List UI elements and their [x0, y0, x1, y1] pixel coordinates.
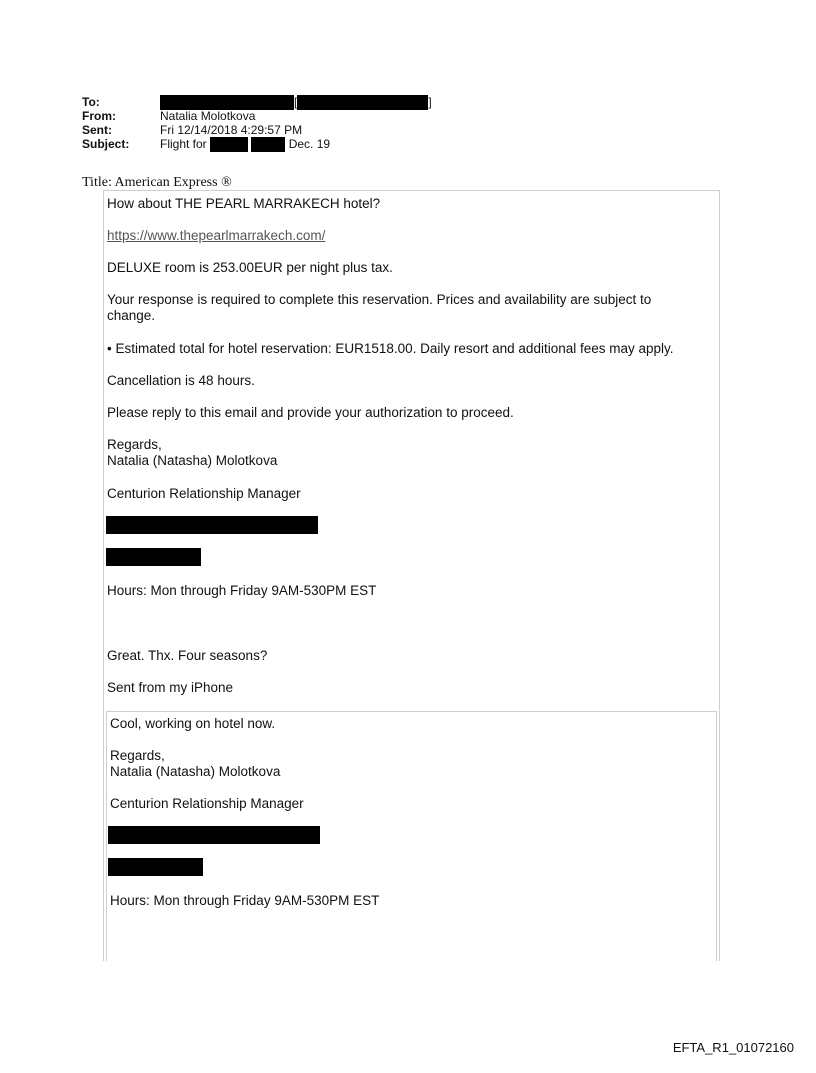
redaction-box: [108, 826, 320, 844]
hours-line: Hours: Mon through Friday 9AM-530PM EST: [107, 583, 377, 598]
quoted-line: Cool, working on hotel now.: [110, 716, 276, 731]
message-line: change.: [107, 308, 156, 323]
reply-line: Great. Thx. Four seasons?: [107, 648, 268, 663]
redaction-box: [106, 516, 318, 534]
subject-prefix: Flight for: [160, 137, 207, 151]
regards-line: Regards,: [107, 437, 162, 452]
redaction-box: [251, 137, 285, 152]
from-label: From:: [82, 109, 116, 123]
reply-signature: Sent from my iPhone: [107, 680, 234, 695]
message-line: How about THE PEARL MARRAKECH hotel?: [107, 196, 381, 211]
redaction-box: [160, 95, 294, 110]
message-line: • Estimated total for hotel reservation: EUR1518.00. Daily resort and additional fees may apply.: [107, 341, 674, 356]
document-id: EFTA_R1_01072160: [672, 1040, 794, 1055]
to-label: To:: [82, 95, 100, 109]
message-line: Please reply to this email and provide your authorization to proceed.: [107, 405, 514, 420]
bracket-open: [: [294, 95, 298, 109]
subject-value: [160, 137, 330, 152]
bracket-close: ]: [428, 95, 432, 109]
message-line: DELUXE room is 253.00EUR per night plus tax.: [107, 260, 393, 275]
redaction-box: [210, 137, 248, 152]
signature-role: Centurion Relationship Manager: [107, 486, 301, 501]
hotel-link[interactable]: https://www.thepearlmarrakech.com/: [107, 228, 326, 243]
subject-suffix: Dec. 19: [288, 137, 331, 151]
redaction-box: [106, 548, 201, 566]
subject-label: Subject:: [82, 137, 130, 151]
signature-name: Natalia (Natasha) Molotkova: [110, 764, 281, 779]
redaction-box: [297, 95, 428, 110]
message-line: Cancellation is 48 hours.: [107, 373, 255, 388]
regards-line: Regards,: [110, 748, 165, 763]
to-value: [160, 95, 432, 110]
sent-value: Fri 12/14/2018 4:29:57 PM: [160, 123, 303, 137]
hours-line: Hours: Mon through Friday 9AM-530PM EST: [110, 893, 380, 908]
redaction-box: [108, 858, 203, 876]
signature-name: Natalia (Natasha) Molotkova: [107, 453, 278, 468]
from-value: Natalia Molotkova: [160, 109, 256, 123]
signature-role: Centurion Relationship Manager: [110, 796, 304, 811]
message-line: Your response is required to complete this reservation. Prices and availability are subject to: [107, 292, 652, 307]
sent-label: Sent:: [82, 123, 112, 137]
document-title: Title: American Express ®: [82, 175, 232, 190]
